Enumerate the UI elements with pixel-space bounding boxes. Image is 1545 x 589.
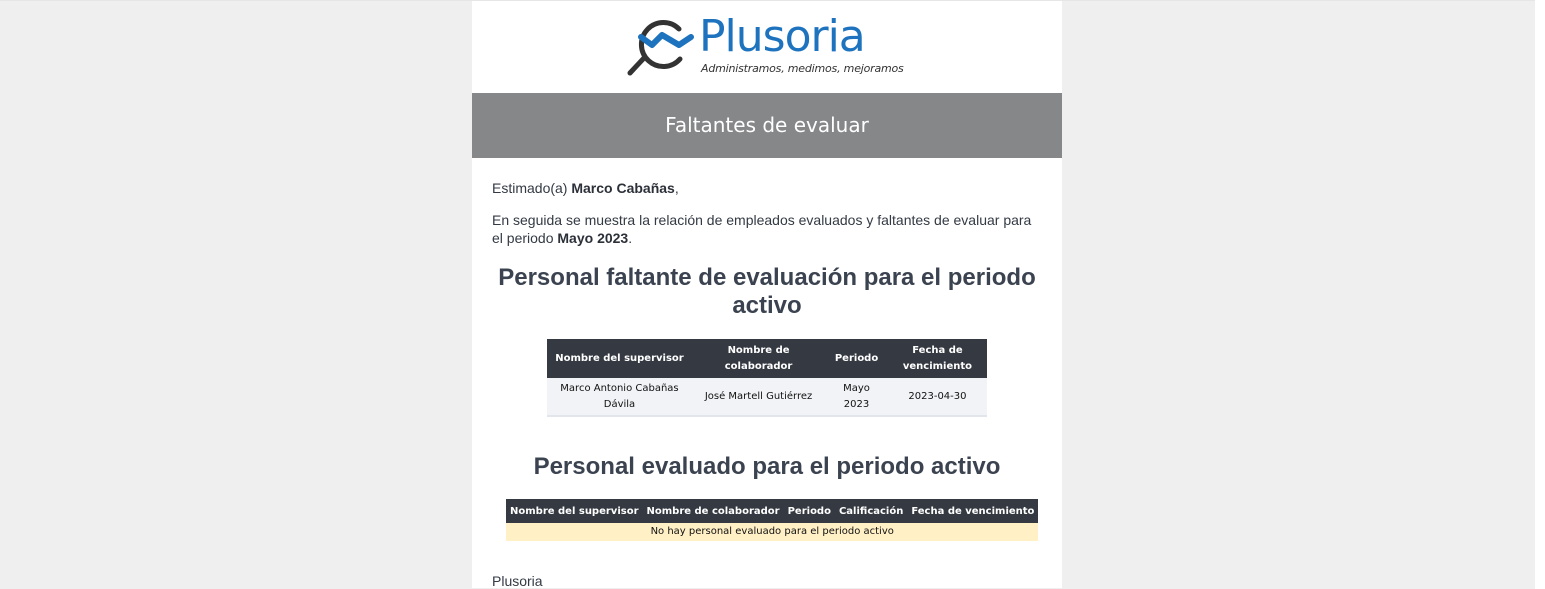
empty-row [506,523,1038,541]
empty-message: No hay personal evaluado para el periodo activo [506,523,1038,541]
evaluated-section-title: Personal evaluado para el periodo activo [533,453,1001,480]
evaluated-table [506,499,1038,541]
brand-tagline: Administramos, medimos, mejoramos [701,62,904,75]
header-supervisor: Nombre del supervisor [506,499,643,523]
table-row [547,378,987,416]
header-fecha: Fecha de vencimiento [907,499,1038,523]
intro-paragraph [492,211,1042,247]
footer-signature: Plusoria [492,573,543,589]
header-supervisor: Nombre del supervisor [547,339,692,378]
header-banner: Faltantes de evaluar [472,93,1062,158]
intro-period: Mayo 2023 [557,230,629,246]
cell-periodo: Mayo 2023 [825,378,888,416]
greeting [492,179,1042,197]
header-calificacion: Calificación [835,499,907,523]
header-periodo: Periodo [784,499,835,523]
brand-logo [627,13,907,77]
cell-colaborador: José Martell Gutiérrez [692,378,825,416]
header-periodo: Periodo [825,339,888,378]
intro-end: . [628,230,633,246]
intro-text: En seguida se muestra la relación de empleados evaluados y faltantes de evaluar para el periodo [492,212,1032,246]
pending-table [547,339,987,417]
pending-table-header [547,339,987,378]
evaluated-table-header [506,499,1038,523]
cell-supervisor: Marco Antonio Cabañas Dávila [547,378,692,416]
scrollbar-gutter [1535,0,1545,588]
recipient-name: Marco Cabañas [571,180,675,196]
greeting-prefix: Estimado(a) [492,180,572,196]
greeting-suffix: , [674,180,679,196]
cell-fecha: 2023-04-30 [888,378,987,416]
header-colaborador: Nombre de colaborador [643,499,784,523]
header-colaborador: Nombre de colaborador [692,339,825,378]
pending-section-title: Personal faltante de evaluación para el periodo activo [498,264,1036,319]
header-fecha: Fecha de vencimiento [888,339,987,378]
magnifier-chart-icon [627,15,697,77]
brand-name: Plusoria [699,11,865,62]
email-body [472,1,1062,588]
